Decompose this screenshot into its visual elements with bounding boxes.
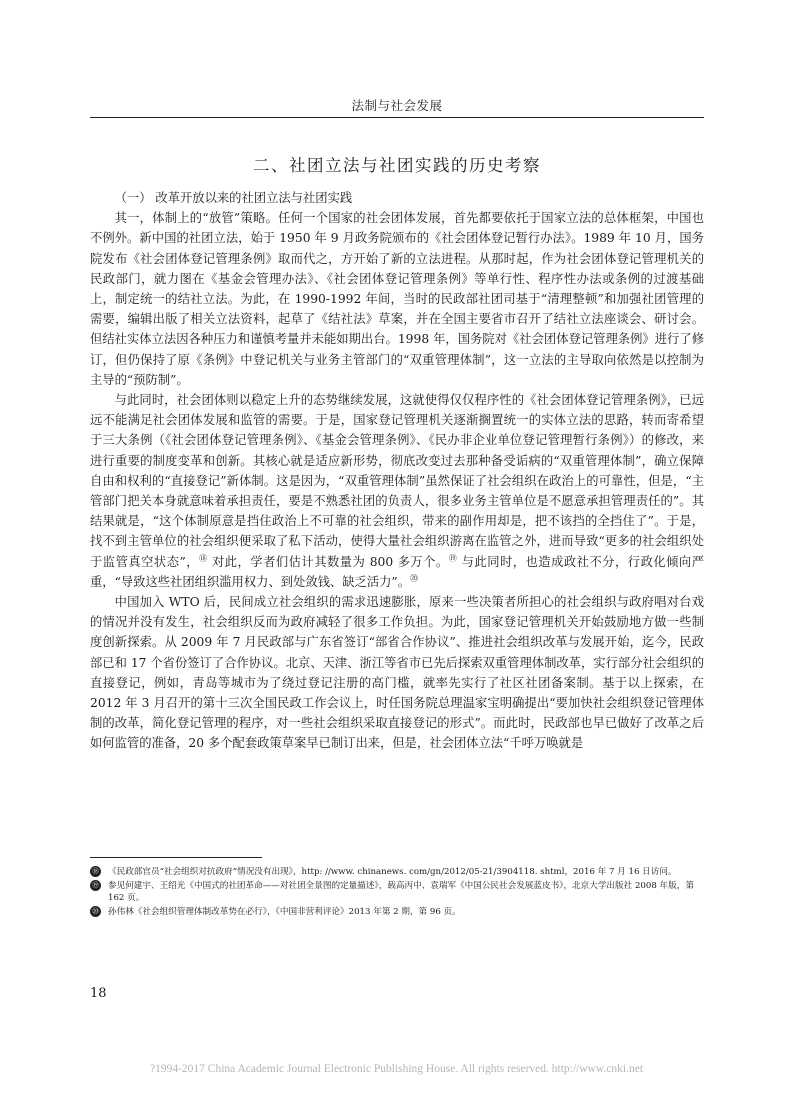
header-rule	[90, 117, 704, 118]
copyright-watermark: ?1994-2017 China Academic Journal Electronic Publishing House. All rights reserved. http://www.cnki.net	[149, 1063, 644, 1075]
footnote-marker: ⑱	[90, 866, 101, 877]
footnote	[90, 866, 704, 878]
paragraph-2-part-1: 与此同时，社会团体则以稳定上升的态势继续发展，这就使得仅仅程序性的《社会团体登记管理条例》，已远远不能满足社会团体发展和监管的需要。于是，国家登记管理机关逐渐搁置统一的实体立法的思路，转而寄希望于三大条例（《社会团体登记管理条例》、《基金会管理条例》、《民办非企业单位登记管理暂行条例》）的修改，来进行重要的制度变革和创新。其核心就是适应新形势，彻底改变过去那种备受诟病的“双重管理体制”，确立保障自由和权利的“直接登记”新体制。这是因为，“双重管理体制”虽然保证了社会组织在政治上的可靠性，但是，“主管部门把关本身就意味着承担责任，要是不熟悉社团的负责人，很多业务主管单位是不愿意承担管理责任的”。其结果就是，“这个体制原意是挡住政治上不可靠的社会组织，带来的副作用却是，把不该挡的全挡住了”。于是，找不到主管单位的社会组织便采取了私下活动，使得大量社会组织游离在监管之外，进而导致“更多的社会组织处于监管真空状态”，	[90, 393, 704, 569]
paragraph-3: 中国加入 WTO 后，民间成立社会组织的需求迅速膨胀，原来一些决策者所担心的社会组织与政府唱对台戏的情况并没有发生，社会组织反而为政府减轻了很多工作负担。为此，国家登记管理机关开始鼓励地方做一些制度创新探索。从 2009 年 7 月民政部与广东省签订“部省合作协议”、推进社会组织改革与发展开始，迄今，民政部已和 17 个省份签订了合作协议。北京、天津、浙江等省市已先后探索双重管理体制改革，实行部分社会组织的直接登记，例如，青岛等城市为了绕过登记注册的高门槛，就率先实行了社区社团备案制。基于以上探索，在 2012 年 3 月召开的第十三次全国民政工作会议上，时任国务院总理温家宝明确提出“要加快社会组织登记管理体制的改革，简化登记管理的程序，对一些社会组织采取直接登记的形式”。而此时，民政部也早已做好了改革之后如何监管的准备，20 多个配套政策草案早已制订出来，但是，社会团体立法“千呼万唤就是	[90, 595, 704, 751]
subsection-title: （一） 改革开放以来的社团立法与社团实践	[114, 191, 353, 205]
footnote	[90, 906, 704, 918]
footnote-text: 《民政部官员“社会组织对抗政府”情况没有出现》，http: //www. chinanews. com/gn/2012/05-21/3904118. shtml，2016 年 7 月 16 日访问。	[108, 867, 677, 877]
paragraph-2-part-2: 对此，学者们估计其数量为 800 多万个。	[211, 554, 449, 569]
paragraph-2-part-3: 与此同时，也造成政社不分，行政化倾向严重，“导致这些社团组织滥用权力、到处敛钱、缺乏活力”。	[90, 554, 705, 589]
footnote-rule	[90, 857, 262, 858]
paragraph-1: 其一，体制上的“放管”策略。任何一个国家的社会团体发展，首先都要依托于国家立法的总体框架，中国也不例外。新中国的社团立法，始于 1950 年 9 月政务院颁布的《社会团体登记暂行办法》。1989 年 10 月，国务院发布《社会团体登记管理条例》取而代之，方开始了新的立法进程。从那时起，作为社会团体登记管理机关的民政部门，就力图在《基金会管理办法》、《社会团体登记管理条例》等单行性、程序性办法或条例的过渡基础上，制定统一的结社立法。为此，在 1990-1992 年间，当时的民政部社团司基于“清理整顿”和加强社团管理的需要，编辑出版了相关立法资料，起草了《结社法》草案，并在全国主要省市召开了结社立法座谈会、研讨会。但结社实体立法因各种压力和谨慎考量并未能如期出台。1998 年，国务院对《社会团体登记管理条例》进行了修订，但仍保持了原《条例》中登记机关与业务主管部门的“双重管理体制”，这一立法的主导取向依然是以控制为主导的“预防制”。	[90, 211, 704, 387]
footnote	[90, 880, 704, 904]
running-header: 法制与社会发展	[351, 98, 443, 113]
footnote-ref-20[interactable]: ⑳	[410, 573, 418, 583]
section-title: 二、社团立法与社团实践的历史考察	[253, 156, 541, 175]
footnote-ref-18[interactable]: ⑱	[199, 553, 208, 563]
page-number: 18	[90, 986, 107, 1001]
footnote-ref-19[interactable]: ⑲	[448, 553, 458, 563]
paragraph-2	[90, 390, 704, 592]
footnote-marker: ⑲	[90, 880, 101, 891]
footnote-text: 孙伟林《社会组织管理体制改革势在必行》，《中国非营利评论》2013 年第 2 期，第 96 页。	[108, 907, 461, 917]
body-text	[90, 188, 704, 754]
footnote-marker: ⑳	[90, 906, 101, 917]
footnote-text: 参见何建宇、王绍光《中国式的社团革命——对社团全景图的定量描述》，载高丙中、袁瑞军《中国公民社会发展蓝皮书》，北京大学出版社 2008 年版，第 162 页。	[108, 881, 694, 903]
footnotes	[90, 866, 704, 920]
